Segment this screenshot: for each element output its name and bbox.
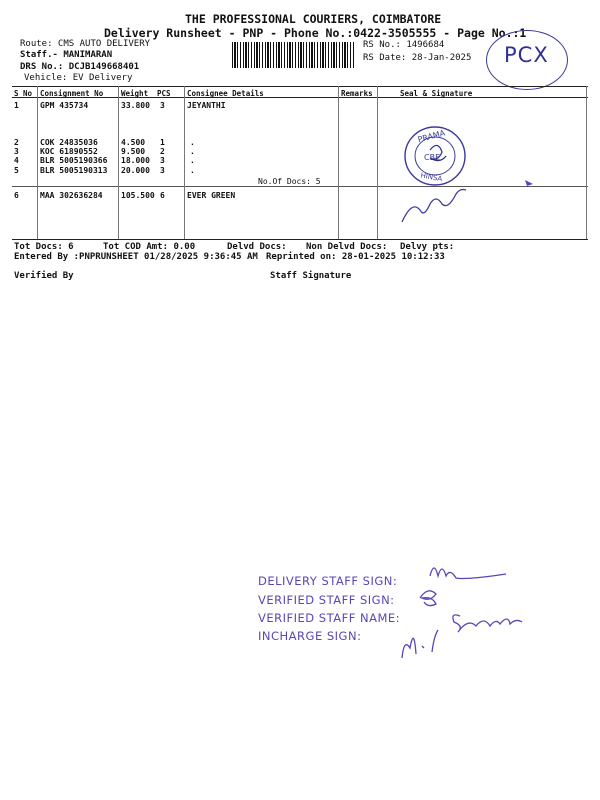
tot-docs: Tot Docs: 6: [14, 242, 74, 252]
table-row-6-sno: 6: [14, 191, 19, 200]
pcx-stamp-label: PCX: [504, 43, 549, 67]
table-row-1-weight: 33.800: [121, 101, 150, 110]
table-row-3-consignee: .: [190, 147, 195, 156]
table-row-4-consignee: .: [190, 156, 195, 165]
table-row-4-sno: 4: [14, 156, 19, 165]
svg-text:CBE: CBE: [424, 153, 441, 162]
table-row-1-pcs: 3: [160, 101, 165, 110]
table-row-5-pcs: 3: [160, 166, 165, 175]
table-row-2-weight: 4.500: [121, 138, 146, 147]
delivery-staff-sign-label: DELIVERY STAFF SIGN:: [258, 574, 398, 588]
header-consignee: Consignee Details: [187, 89, 264, 98]
table-row-2-consignment: COK 24835036: [40, 138, 98, 147]
table-row-4-pcs: 3: [160, 156, 165, 165]
header-pcs: PCS: [157, 89, 171, 98]
table-row-6-pcs: 6: [160, 191, 165, 200]
table-row-4-weight: 18.000: [121, 156, 150, 165]
rs-number: RS No.: 1496684: [363, 40, 445, 50]
reprinted-on: Reprinted on: 28-01-2025 10:12:33: [266, 252, 445, 262]
col-divider: [37, 86, 38, 239]
table-row-3-consignment: KOC 61890552: [40, 147, 98, 156]
col-divider: [338, 86, 339, 239]
table-row-3-sno: 3: [14, 147, 19, 156]
table-row-2-consignee: .: [190, 138, 195, 147]
non-delvd-docs: Non Delvd Docs:: [306, 242, 388, 252]
table-row-3-weight: 9.500: [121, 147, 146, 156]
seal-stamp-icon: [390, 122, 590, 232]
rs-date: RS Date: 28-Jan-2025: [363, 53, 472, 63]
table-row-1-sno: 1: [14, 101, 19, 110]
handwritten-signatures-icon: [400, 556, 590, 668]
verified-staff-name-label: VERIFIED STAFF NAME:: [258, 611, 401, 625]
tot-cod-amt: Tot COD Amt: 0.00: [103, 242, 196, 252]
vehicle: Vehicle: EV Delivery: [24, 73, 133, 83]
table-row-4-consignment: BLR 5005190366: [40, 156, 108, 165]
runsheet-line: Delivery Runsheet - PNP - Phone No.:0422-3505555 - Page No.:1: [104, 26, 527, 40]
company-title: THE PROFESSIONAL COURIERS, COIMBATORE: [185, 12, 442, 26]
delvy-pts: Delvy pts:: [400, 242, 455, 252]
entered-by: Entered By :PNPRUNSHEET 01/28/2025 9:36:45 AM: [14, 252, 258, 262]
verified-by-label: Verified By: [14, 271, 74, 281]
svg-text:PRAMA: PRAMA: [416, 128, 447, 145]
table-row-5-consignment: BLR 5005190313: [40, 166, 108, 175]
col-divider: [184, 86, 185, 239]
header-weight: Weight: [121, 89, 149, 98]
header-seal: Seal & Signature: [400, 89, 473, 98]
table-row-5-sno: 5: [14, 166, 19, 175]
col-divider: [377, 86, 378, 239]
table-top-border: [12, 86, 588, 87]
staff-signature-label: Staff Signature: [270, 271, 352, 281]
table-row-1-consignment: GPM 435734: [40, 101, 89, 110]
table-row-1-consignee: JEYANTHI: [187, 101, 226, 110]
table-bottom-border: [12, 239, 588, 240]
header-sno: S No: [14, 89, 33, 98]
table-row-5-weight: 20.000: [121, 166, 150, 175]
incharge-sign-label: INCHARGE SIGN:: [258, 629, 362, 643]
table-row-6-consignee: EVER GREEN: [187, 191, 236, 200]
no-of-docs: No.Of Docs: 5: [258, 177, 321, 186]
barcode-image: [232, 42, 354, 68]
verified-staff-sign-label: VERIFIED STAFF SIGN:: [258, 593, 395, 607]
table-row-2-sno: 2: [14, 138, 19, 147]
delvd-docs: Delvd Docs:: [227, 242, 287, 252]
table-row-6-consignment: MAA 302636284: [40, 191, 103, 200]
route: Route: CMS AUTO DELIVERY: [20, 39, 151, 49]
table-row-3-pcs: 2: [160, 147, 165, 156]
drs-number: DRS No.: DCJB149668401: [20, 62, 140, 72]
header-remarks: Remarks: [341, 89, 373, 98]
table-row-5-consignee: .: [190, 166, 195, 175]
staff: Staff.- MANIMARAN: [20, 50, 113, 60]
header-consignment: Consignment No: [40, 89, 104, 98]
table-row-6-weight: 105.500: [121, 191, 155, 200]
table-row-2-pcs: 1: [160, 138, 165, 147]
col-divider: [118, 86, 119, 239]
svg-text:HINSA: HINSA: [419, 171, 443, 184]
